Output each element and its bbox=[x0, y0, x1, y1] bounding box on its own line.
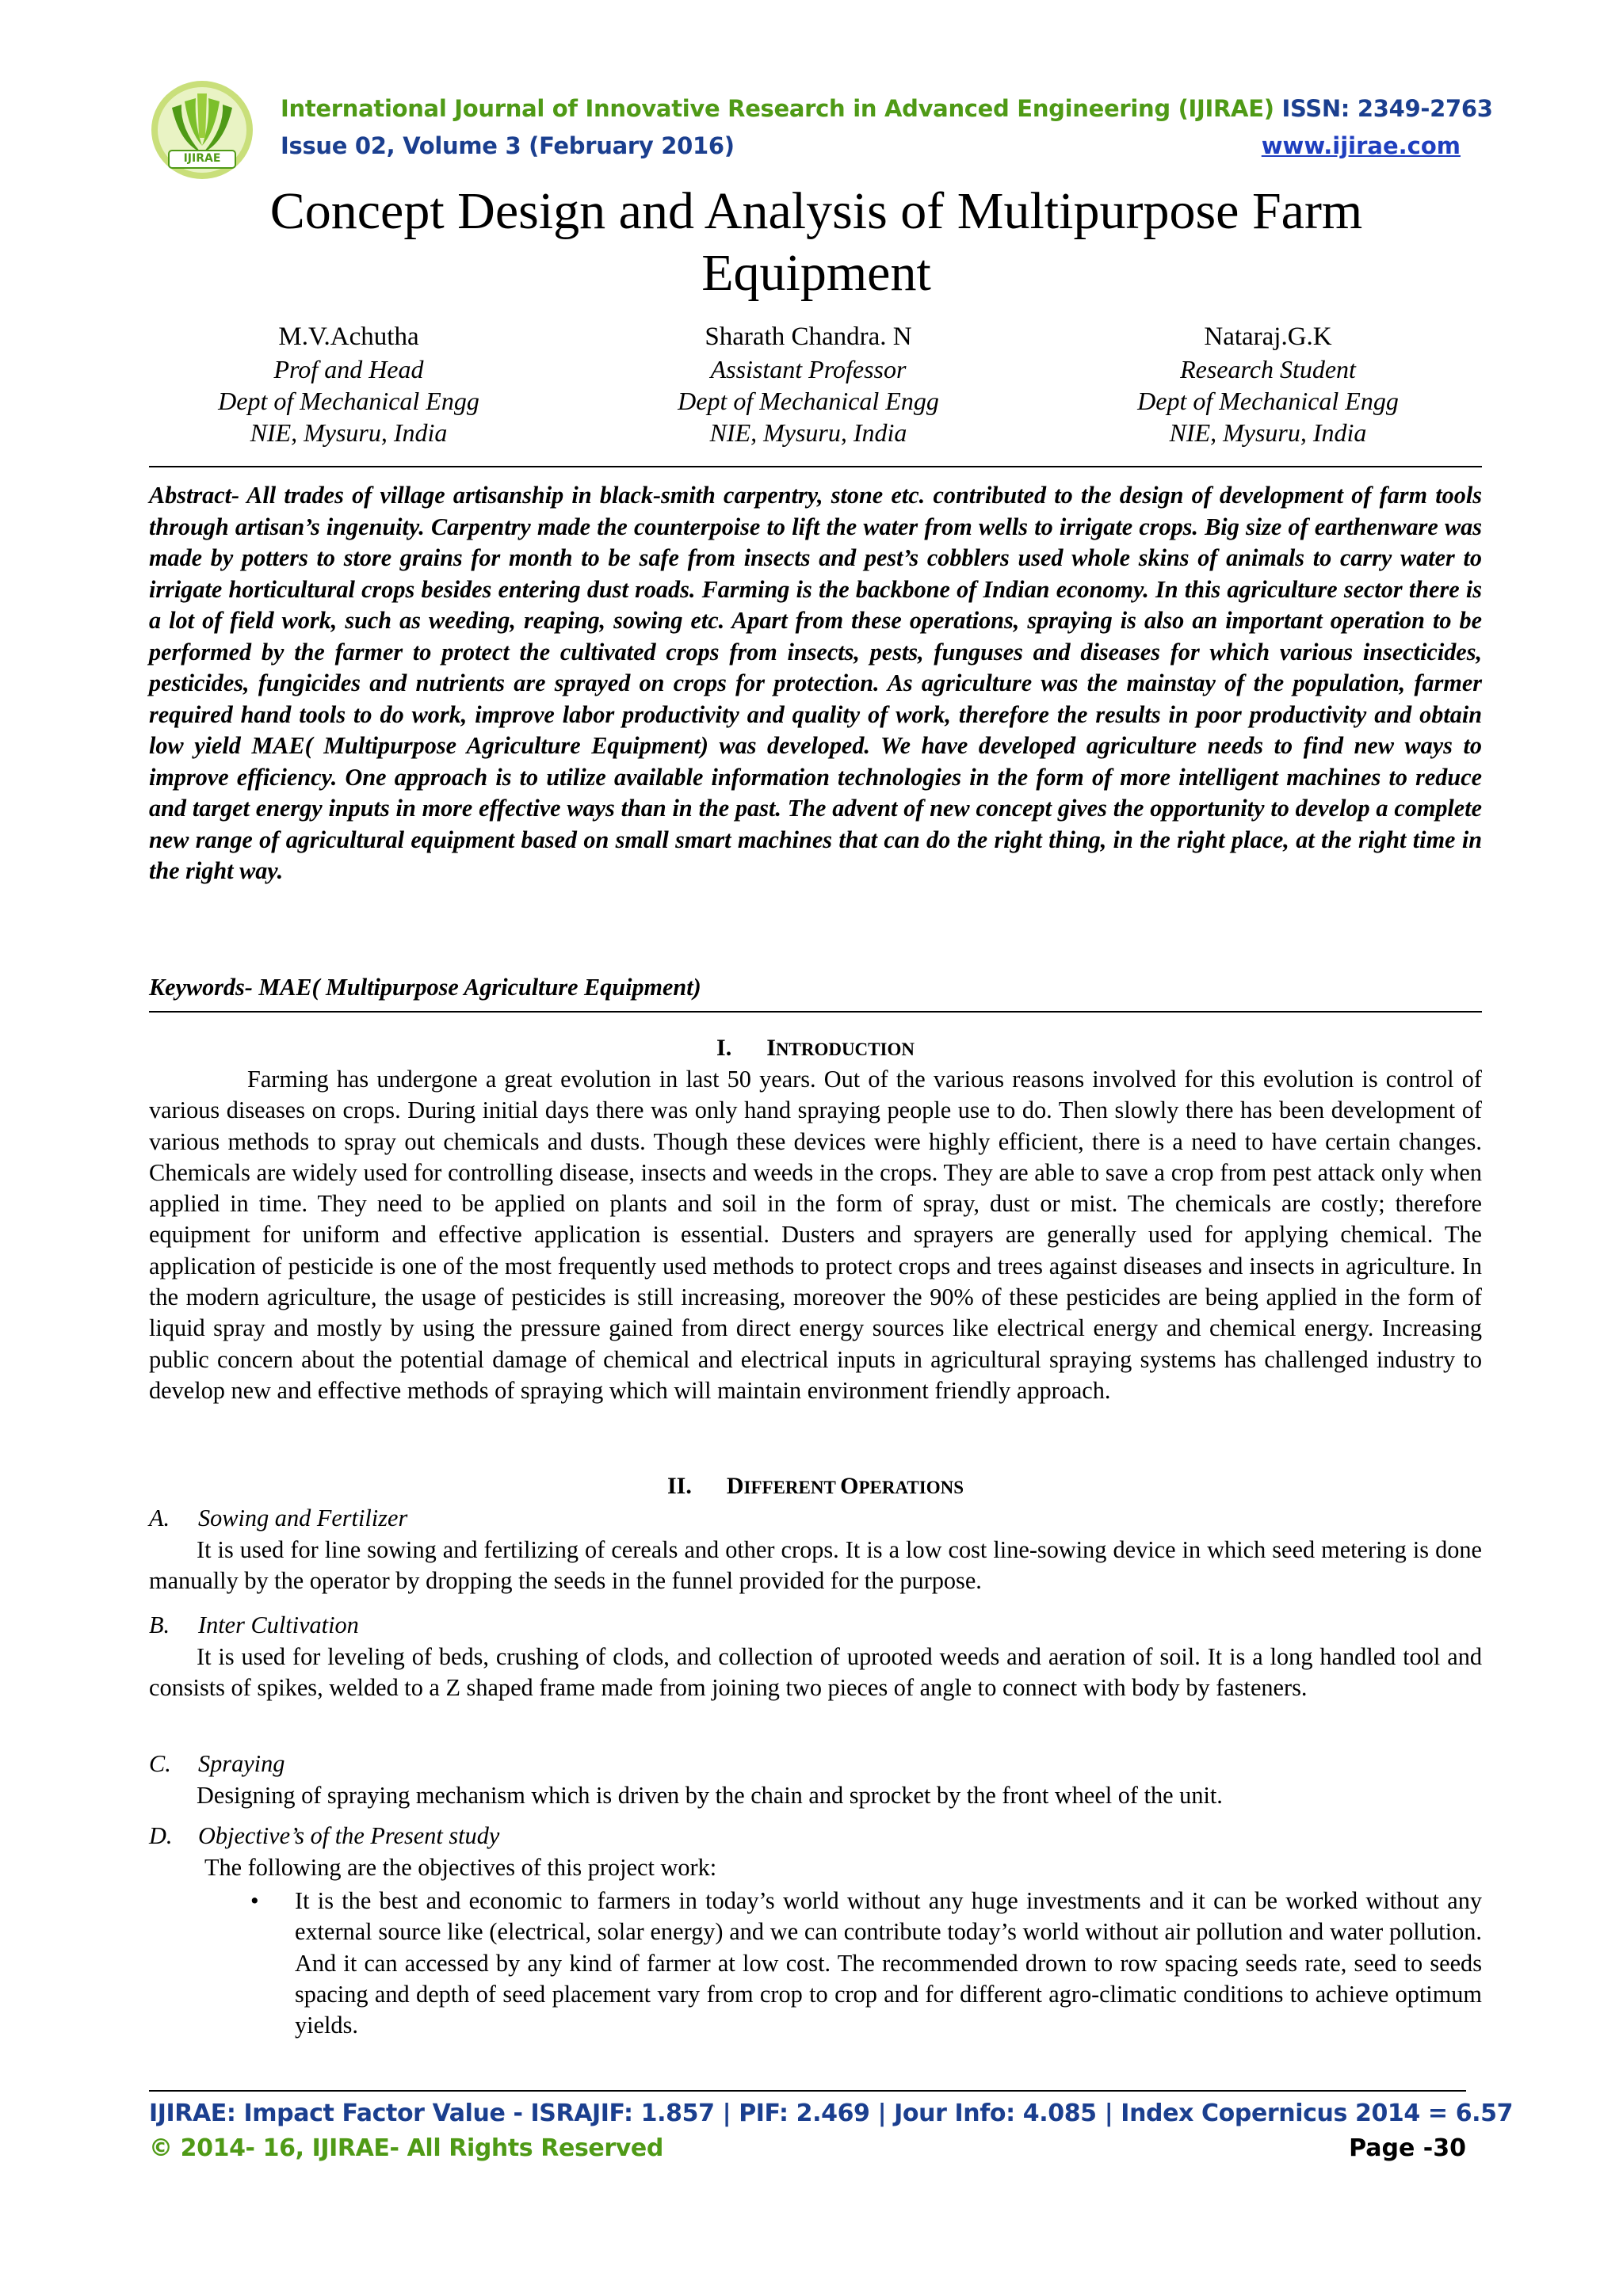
objectives-intro: The following are the objectives of this project work: bbox=[204, 1854, 717, 1881]
section-title-perations: PERATIONS bbox=[858, 1478, 964, 1497]
journal-title-line bbox=[281, 95, 1493, 122]
author-place: NIE, Mysuru, India bbox=[250, 418, 448, 447]
author-dept: Dept of Mechanical Engg bbox=[218, 387, 479, 415]
journal-logo bbox=[145, 73, 259, 184]
section-heading-different-operations bbox=[149, 1471, 1482, 1503]
author-2 bbox=[610, 320, 1006, 448]
divider-keywords bbox=[149, 1011, 1482, 1013]
subsection-title: Inter Cultivation bbox=[198, 1611, 359, 1638]
subsection-title: Sowing and Fertilizer bbox=[198, 1505, 408, 1531]
journal-name: International Journal of Innovative Research in Advanced Engineering (IJIRAE) bbox=[281, 95, 1274, 122]
introduction-paragraph: Farming has undergone a great evolution in last 50 years. Out of the various reasons involved for this evolution is control of various diseases on crops. During initial days there was only hand spraying people use to do. Then slowly there has been development of various methods to spray out chemicals and dusts. Though these devices were highly efficient, there is a need to have certain changes. Chemicals are widely used for controlling disease, insects and weeds in the crops. They are able to save a crop from pest attack only when applied in time. They need to be applied on plants and soil in the form of spray, dust or mist. The chemicals are costly; therefore equipment for uniform and effective application is essential. Dusters and sprayers are generally used for applying chemical. The application of pesticide is one of the most frequently used methods to protect crops and trees against diseases and insects in agriculture. In the modern agriculture, the usage of pesticides is still increasing, moreover the 90% of these pesticides are being applied in the form of liquid spray and mostly by using the pressure gained from direct energy sources like electrical energy and chemical energy. Increasing public concern about the potential damage of chemical and electrical inputs in agricultural spraying systems has challenged industry to develop new and effective methods of spraying which will maintain environment friendly approach. bbox=[149, 1066, 1482, 1404]
section-title-ifferent: IFFERENT bbox=[743, 1478, 841, 1497]
section-title-d: D bbox=[726, 1473, 744, 1499]
subsection-heading-inter-cultivation bbox=[149, 1610, 359, 1641]
objective-item bbox=[247, 1886, 1482, 2041]
objective-text: It is the best and economic to farmers in today’s world without any huge investments and it can be worked without any external source like (electrical, solar energy) and we can contribute today’s world without air pollution and water pollution. And it can accessed by any kind of farmer at low cost. The recommended drown to row spacing seeds rate, seed to seeds spacing and depth of seed placement vary from crop to crop and for different agro-climatic conditions to achieve optimum yields. bbox=[295, 1887, 1482, 2039]
subsection-letter: B. bbox=[149, 1611, 170, 1638]
author-3 bbox=[1070, 320, 1466, 448]
author-role: Assistant Professor bbox=[710, 355, 907, 383]
subsection-heading-objectives bbox=[149, 1821, 499, 1852]
section-title-o: O bbox=[840, 1473, 859, 1499]
section-title-initial: I bbox=[766, 1035, 776, 1061]
author-dept: Dept of Mechanical Engg bbox=[1137, 387, 1399, 415]
author-1 bbox=[151, 320, 547, 448]
subsection-heading-spraying bbox=[149, 1749, 285, 1779]
journal-issn: ISSN: 2349-2763 bbox=[1281, 95, 1493, 122]
section-number: I. bbox=[716, 1035, 732, 1061]
subsection-letter: D. bbox=[149, 1822, 173, 1849]
subsection-letter: C. bbox=[149, 1750, 171, 1777]
divider-top bbox=[149, 466, 1482, 467]
author-name: Sharath Chandra. N bbox=[705, 322, 912, 351]
bullet-icon: • bbox=[250, 1887, 259, 1914]
footer-copyright: © 2014- 16, IJIRAE- All Rights Reserved bbox=[149, 2134, 663, 2162]
inter-cultivation-paragraph: It is used for leveling of beds, crushing of clods, and collection of uprooted weeds and aeration of soil. It is a long handled tool and consists of spikes, welded to a Z shaped frame made from joining two pieces of angle to connect with body by fasteners. bbox=[149, 1643, 1482, 1702]
paper-title: Concept Design and Analysis of Multipurpose Farm Equipment bbox=[269, 182, 1363, 302]
author-name: Nataraj.G.K bbox=[1204, 322, 1332, 351]
author-place: NIE, Mysuru, India bbox=[1169, 418, 1367, 447]
author-dept: Dept of Mechanical Engg bbox=[678, 387, 939, 415]
subsection-title: Objective’s of the Present study bbox=[198, 1822, 500, 1849]
author-role: Research Student bbox=[1180, 355, 1356, 383]
sowing-paragraph: It is used for line sowing and fertilizing of cereals and other crops. It is a low cost line-sowing device in which seed metering is done manually by the operator by dropping the seeds in the funnel provided for the purpose. bbox=[149, 1536, 1482, 1595]
subsection-heading-sowing bbox=[149, 1503, 407, 1534]
author-role: Prof and Head bbox=[273, 355, 424, 383]
subsection-title: Spraying bbox=[198, 1750, 285, 1777]
spraying-paragraph: Designing of spraying mechanism which is driven by the chain and sprocket by the front wheel of the unit. bbox=[197, 1782, 1223, 1809]
journal-issue: Issue 02, Volume 3 (February 2016) bbox=[281, 132, 735, 159]
keywords: Keywords- MAE( Multipurpose Agriculture Equipment) bbox=[149, 974, 701, 1001]
objectives-list bbox=[247, 1886, 1482, 2041]
abstract: Abstract- All trades of village artisanship in black-smith carpentry, stone etc. contributed to the design of development of farm tools through artisan’s ingenuity. Carpentry made the counterpoise to lift the water from wells to irrigate crops. Big size of earthenware was made by potters to store grains for month to be safe from insects and pest’s cobblers used whole skins of animals to carry water to irrigate horticultural crops besides entering dust roads. Farming is the backbone of Indian economy. In this agriculture sector there is a lot of field work, such as weeding, reaping, sowing etc. Apart from these operations, spraying is also an important operation to be performed by the farmer to protect the cultivated crops from insects, pests, funguses and diseases for which various insecticides, pesticides, fungicides and nutrients are sprayed on crops for protection. As agriculture was the mainstay of the population, farmer required hand tools to do work, improve labor productivity and quality of work, therefore the results in poor productivity and obtain low yield MAE( Multipurpose Agriculture Equipment) was developed. We have developed agriculture needs to find new ways to improve efficiency. One approach is to utilize available information technologies in the form of more intelligent machines to reduce and target energy inputs in more effective ways than in the past. The advent of new concept gives the opportunity to develop a complete new range of agricultural equipment based on small smart machines that can do the right thing, in the right place, at the right time in the right way. bbox=[149, 482, 1482, 884]
footer-impact-factor: IJIRAE: Impact Factor Value - ISRAJIF: 1.857 | PIF: 2.469 | Jour Info: 4.085 | Index Copernicus 2014 = 6.57 bbox=[149, 2100, 1514, 2127]
author-name: M.V.Achutha bbox=[278, 322, 419, 351]
author-place: NIE, Mysuru, India bbox=[709, 418, 907, 447]
journal-url-link[interactable]: www.ijirae.com bbox=[1261, 132, 1461, 159]
logo-text: IJIRAE bbox=[183, 152, 221, 165]
page-number: Page -30 bbox=[1349, 2134, 1466, 2162]
author-block bbox=[151, 320, 1466, 448]
section-number: II. bbox=[666, 1473, 692, 1499]
footer-divider bbox=[149, 2090, 1466, 2092]
section-title-rest: NTRODUCTION bbox=[775, 1039, 915, 1059]
subsection-letter: A. bbox=[149, 1505, 170, 1531]
section-heading-introduction bbox=[149, 1033, 1482, 1065]
